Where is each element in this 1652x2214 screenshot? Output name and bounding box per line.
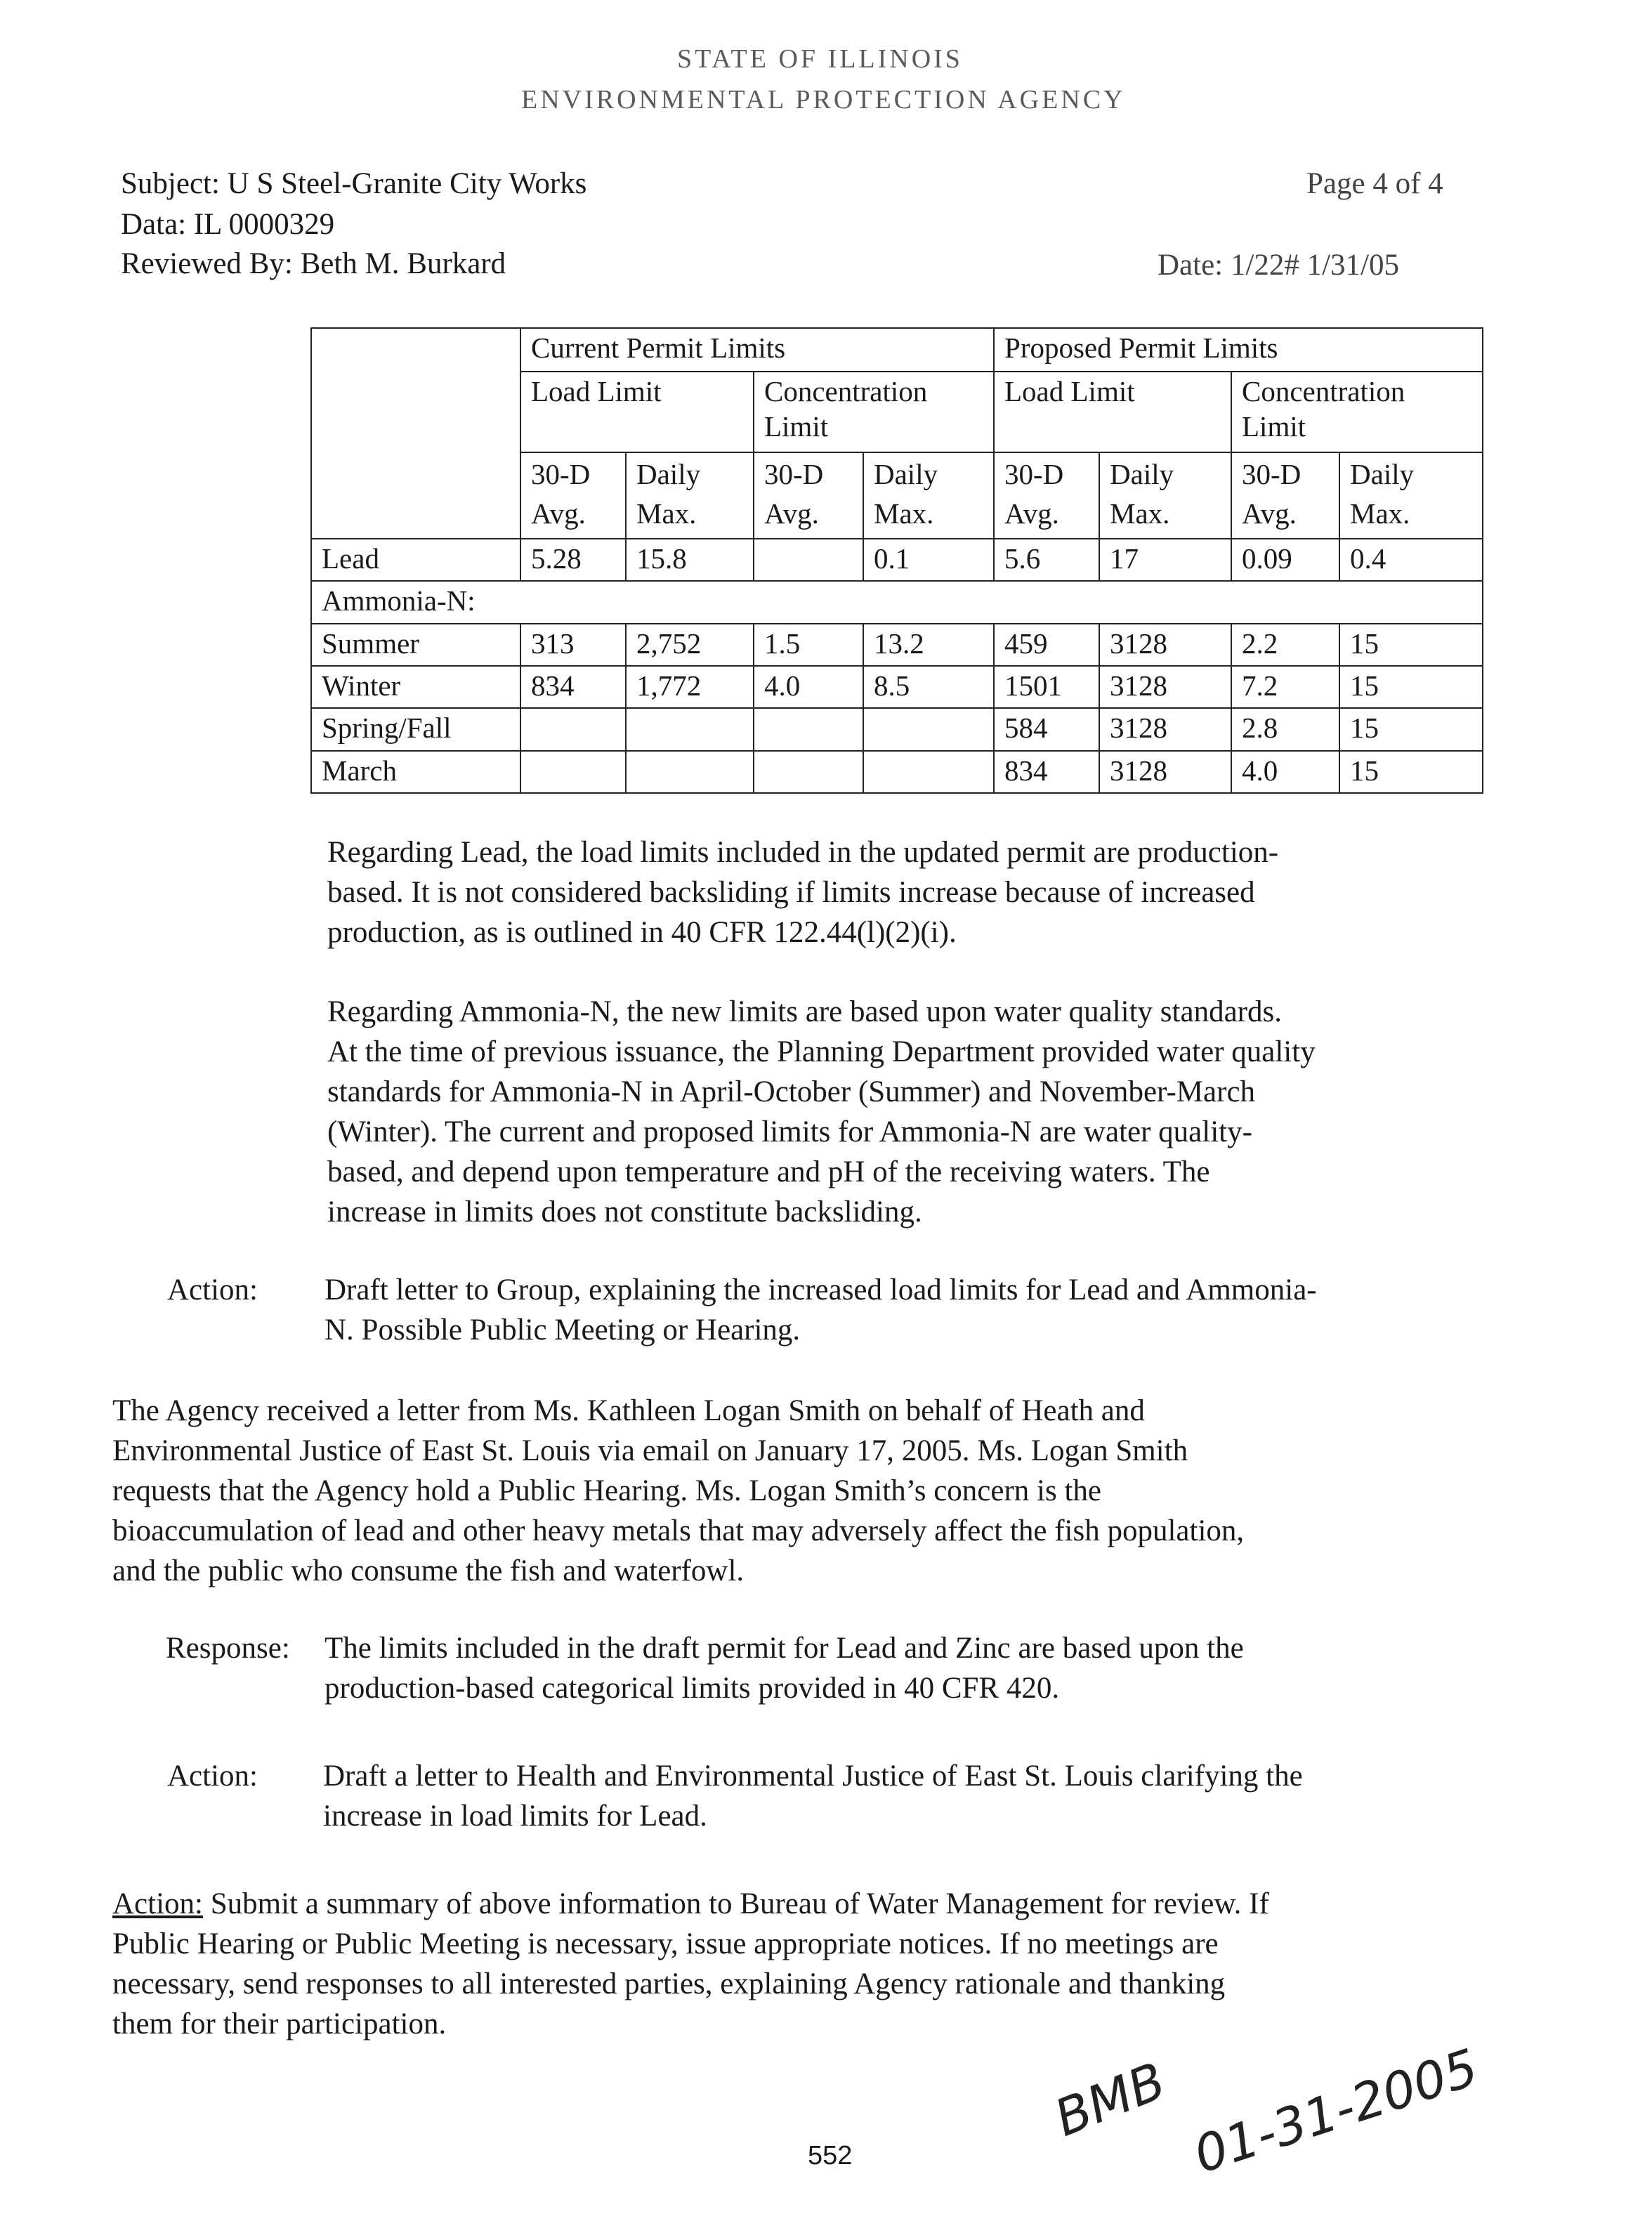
paragraph-line: increase in load limits for Lead. bbox=[323, 1800, 707, 1833]
proposed-permit-limits-header: Proposed Permit Limits bbox=[994, 328, 1483, 372]
table-cell: 1,772 bbox=[626, 666, 754, 708]
table-cell: 3128 bbox=[1099, 751, 1231, 793]
action-text bbox=[324, 1270, 1317, 1350]
table-cell: 3128 bbox=[1099, 708, 1231, 750]
paragraph-line: Draft letter to Group, explaining the increased load limits for Lead and Ammonia- bbox=[324, 1273, 1317, 1306]
action-text bbox=[323, 1756, 1303, 1836]
table-cell: 834 bbox=[520, 666, 626, 708]
table-row bbox=[311, 624, 1483, 666]
page-number: 552 bbox=[808, 2141, 853, 2170]
table-cell: 2.8 bbox=[1231, 708, 1339, 750]
table-cell: 4.0 bbox=[1231, 751, 1339, 793]
table-cell bbox=[520, 708, 626, 750]
row-label: Spring/Fall bbox=[311, 708, 520, 750]
table-cell: 0.4 bbox=[1339, 539, 1483, 581]
table-cell: 584 bbox=[994, 708, 1099, 750]
table-cell: 4.0 bbox=[754, 666, 863, 708]
table-cell bbox=[626, 708, 754, 750]
table-cell bbox=[863, 708, 994, 750]
paragraph-line: Submit a summary of above information to Bureau of Water Management for review. If bbox=[202, 1887, 1269, 1920]
table-cell: 15 bbox=[1339, 624, 1483, 666]
table-row bbox=[311, 581, 1483, 623]
paragraph-line: Public Hearing or Public Meeting is necessary, issue appropriate notices. If no meetings are bbox=[112, 1927, 1219, 1960]
table-row bbox=[311, 666, 1483, 708]
table-cell: 5.6 bbox=[994, 539, 1099, 581]
paragraph-line: bioaccumulation of lead and other heavy metals that may adversely affect the fish population, bbox=[112, 1514, 1245, 1547]
reviewed-by-line: Reviewed By: Beth M. Burkard bbox=[121, 247, 506, 280]
agency-name-line2: ENVIRONMENTAL PROTECTION AGENCY bbox=[521, 85, 1126, 114]
current-load-avg-header: 30-D Avg. bbox=[520, 452, 626, 539]
table-cell bbox=[754, 708, 863, 750]
page-indicator: Page 4 of 4 bbox=[1306, 167, 1443, 200]
review-date: Date: 1/22# 1/31/05 bbox=[1158, 249, 1399, 282]
data-line: Data: IL 0000329 bbox=[121, 208, 335, 241]
action-label: Action: bbox=[167, 1760, 258, 1793]
row-label: March bbox=[311, 751, 520, 793]
paragraph-line: production-based categorical limits provided in 40 CFR 420. bbox=[324, 1672, 1060, 1705]
paragraph-line: production, as is outlined in 40 CFR 122.44(l)(2)(i). bbox=[327, 916, 957, 949]
agency-name-line1: STATE OF ILLINOIS bbox=[677, 44, 963, 74]
table-cell: 834 bbox=[994, 751, 1099, 793]
table-cell bbox=[863, 751, 994, 793]
paragraph-line: The limits included in the draft permit for Lead and Zinc are based upon the bbox=[324, 1632, 1244, 1665]
table-row bbox=[311, 539, 1483, 581]
table-cell: 7.2 bbox=[1231, 666, 1339, 708]
row-label: Lead bbox=[311, 539, 520, 581]
table-cell: 15.8 bbox=[626, 539, 754, 581]
paragraph-line: Regarding Ammonia-N, the new limits are based upon water quality standards. bbox=[327, 995, 1282, 1028]
paragraph-line: Regarding Lead, the load limits included in the updated permit are production- bbox=[327, 836, 1279, 869]
ammonia-paragraph bbox=[327, 992, 1316, 1232]
table-cell: 1501 bbox=[994, 666, 1099, 708]
proposed-load-max-header: Daily Max. bbox=[1099, 452, 1231, 539]
table-cell: 15 bbox=[1339, 751, 1483, 793]
current-concentration-limit-header: Concentration Limit bbox=[754, 372, 994, 452]
paragraph-line: At the time of previous issuance, the Planning Department provided water quality bbox=[327, 1035, 1316, 1068]
current-conc-max-header: Daily Max. bbox=[863, 452, 994, 539]
table-row bbox=[311, 708, 1483, 750]
corner-cell bbox=[311, 328, 520, 539]
signature-date: 01-31-2005 bbox=[1187, 2037, 1485, 2184]
permit-limits-table bbox=[310, 327, 1483, 794]
paragraph-line: them for their participation. bbox=[112, 2007, 447, 2041]
paragraph-line: necessary, send responses to all interested parties, explaining Agency rationale and thanking bbox=[112, 1967, 1226, 2000]
paragraph-line: requests that the Agency hold a Public Hearing. Ms. Logan Smith’s concern is the bbox=[112, 1474, 1101, 1507]
proposed-conc-avg-header: 30-D Avg. bbox=[1231, 452, 1339, 539]
table-cell: 15 bbox=[1339, 708, 1483, 750]
current-load-max-header: Daily Max. bbox=[626, 452, 754, 539]
table-cell bbox=[754, 751, 863, 793]
row-label: Winter bbox=[311, 666, 520, 708]
table-cell bbox=[754, 539, 863, 581]
row-label: Summer bbox=[311, 624, 520, 666]
agency-letter-paragraph bbox=[112, 1391, 1244, 1591]
paragraph-line: (Winter). The current and proposed limits for Ammonia-N are water quality- bbox=[327, 1115, 1252, 1148]
paragraph-line: standards for Ammonia-N in April-October (Summer) and November-March bbox=[327, 1075, 1256, 1108]
paragraph-line: Environmental Justice of East St. Louis via email on January 17, 2005. Ms. Logan Smith bbox=[112, 1434, 1188, 1467]
paragraph-line: and the public who consume the fish and waterfowl. bbox=[112, 1554, 745, 1587]
paragraph-line: N. Possible Public Meeting or Hearing. bbox=[324, 1314, 801, 1347]
table-cell: 15 bbox=[1339, 666, 1483, 708]
paragraph-line: based. It is not considered backsliding if limits increase because of increased bbox=[327, 876, 1255, 909]
current-load-limit-header: Load Limit bbox=[520, 372, 754, 452]
table-cell: 0.1 bbox=[863, 539, 994, 581]
current-permit-limits-header: Current Permit Limits bbox=[520, 328, 994, 372]
table-cell: 3128 bbox=[1099, 624, 1231, 666]
paragraph-line: based, and depend upon temperature and pH of the receiving waters. The bbox=[327, 1155, 1210, 1188]
table-cell: 17 bbox=[1099, 539, 1231, 581]
paragraph-line: increase in limits does not constitute backsliding. bbox=[327, 1196, 922, 1229]
response-label: Response: bbox=[166, 1632, 290, 1665]
action-label: Action: bbox=[167, 1273, 258, 1306]
proposed-load-avg-header: 30-D Avg. bbox=[994, 452, 1099, 539]
proposed-concentration-limit-header: Concentration Limit bbox=[1231, 372, 1483, 452]
paragraph-line: The Agency received a letter from Ms. Kathleen Logan Smith on behalf of Heath and bbox=[112, 1394, 1145, 1427]
current-conc-avg-header: 30-D Avg. bbox=[754, 452, 863, 539]
table-cell bbox=[626, 751, 754, 793]
table-cell: 5.28 bbox=[520, 539, 626, 581]
signature-initials: BMB bbox=[1047, 2050, 1174, 2148]
table-cell: 1.5 bbox=[754, 624, 863, 666]
table-cell: 2,752 bbox=[626, 624, 754, 666]
table-cell: 0.09 bbox=[1231, 539, 1339, 581]
proposed-conc-max-header: Daily Max. bbox=[1339, 452, 1483, 539]
subject-line: Subject: U S Steel-Granite City Works bbox=[121, 167, 587, 200]
action-label: Action: bbox=[112, 1887, 203, 1920]
table-cell: 13.2 bbox=[863, 624, 994, 666]
paragraph-line: Draft a letter to Health and Environmental Justice of East St. Louis clarifying the bbox=[323, 1760, 1303, 1793]
table-cell: 313 bbox=[520, 624, 626, 666]
table-cell bbox=[520, 751, 626, 793]
row-label: Ammonia-N: bbox=[311, 581, 1483, 623]
lead-paragraph bbox=[327, 832, 1278, 952]
proposed-load-limit-header: Load Limit bbox=[994, 372, 1231, 452]
table-cell: 2.2 bbox=[1231, 624, 1339, 666]
table-cell: 459 bbox=[994, 624, 1099, 666]
table-row bbox=[311, 751, 1483, 793]
final-action-paragraph bbox=[112, 1884, 1269, 2044]
table-cell: 8.5 bbox=[863, 666, 994, 708]
response-text bbox=[324, 1628, 1244, 1708]
table-cell: 3128 bbox=[1099, 666, 1231, 708]
